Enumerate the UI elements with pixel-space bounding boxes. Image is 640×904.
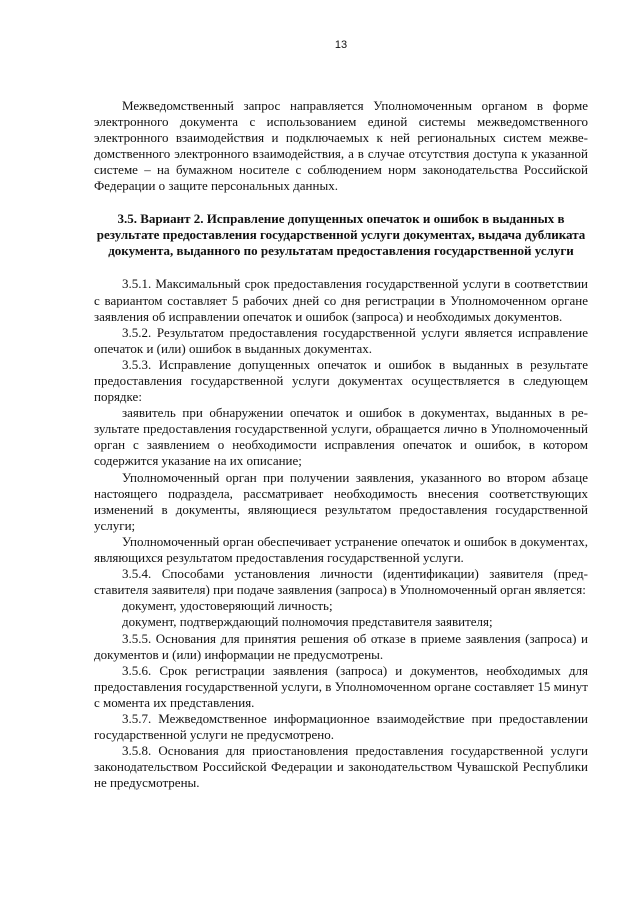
paragraph-authority-correction: Уполномоченный орган обеспечивает устранение опечаток и ошибок в документах, являющихся результатом предоставления государственной услуги. (94, 533, 588, 566)
paragraph-3-5-4: 3.5.4. Способами установления личности (идентификации) заявителя (представителя заявителя) при подаче заявления (запроса) в Уполномоченный орган является: (94, 566, 588, 598)
paragraph-3-5-8: 3.5.8. Основания для приостановления предоставления государственной услуги законодательством Российской Федерации и законодательством Чувашской Республики не предусмотрены. (94, 743, 588, 791)
paragraph-3-5-5: 3.5.5. Основания для принятия решения об отказе в приеме заявления (запроса) и документов и (или) информации не предусмотрены. (94, 630, 588, 662)
list-item-authority-document: документ, подтверждающий полномочия представителя заявителя; (122, 614, 493, 630)
intro-paragraph: Межведомственный запрос направляется Уполномоченным органом в форме электронного документа с использованием единой системы межведомственного электронного взаимодействия и подключаемых к ней региональных систем межведомственного электронного взаимодействия, а в случае отсутствия доступа к указанной системе – на бумажном носителе с соблюдением норм законодательства Российской Федерации о защите персональных данных. (94, 98, 588, 194)
paragraph-3-5-2: 3.5.2. Результатом предоставления государственной услуги является исправление опечаток и (или) ошибок в выданных документах. (94, 324, 588, 356)
paragraph-3-5-1: 3.5.1. Максимальный срок предоставления государственной услуги в соответствии с вариантом составляет 5 рабочих дней со дня регистрации в Уполномоченном органе заявления об исправлении опечаток и ошибок (запроса) и необходимых документов. (94, 276, 588, 324)
paragraph-3-5-3: 3.5.3. Исправление допущенных опечаток и ошибок в выданных в результате предоставления государственной услуги документах осуществляется в следующем порядке: (94, 356, 588, 405)
paragraph-3-5-7: 3.5.7. Межведомственное информационное взаимодействие при предоставлении государственной услуги не предусмотрено. (94, 710, 588, 743)
section-title: 3.5. Вариант 2. Исправление допущенных опечаток и ошибок в выданных в результате предоставления государственной услуги документах, выдача дубликата документа, выданного по результатам предоставления государственной услуги (96, 210, 586, 259)
list-item-identity-document: документ, удостоверяющий личность; (122, 598, 333, 614)
paragraph-authority-review: Уполномоченный орган при получении заявления, указанного во втором абзаце настоящего подраздела, рассматривает необходимость внесения соответствующих изменений в документы, являющиеся результатом предоставления государственной услуги; (94, 469, 588, 533)
paragraph-3-5-6: 3.5.6. Срок регистрации заявления (запроса) и документов, необходимых для предоставления государственной услуги, в Уполномоченном органе составляет 15 минут с момента их представления. (94, 662, 588, 710)
page-number: 13 (334, 39, 348, 51)
paragraph-applicant-step: заявитель при обнаружении опечаток и ошибок в документах, выданных в результате предоставления государственной услуги, обращается лично в Уполномоченный орган с заявлением о необходимости исправления опечаток и ошибок, в котором содержится указание на их описание; (94, 405, 588, 469)
